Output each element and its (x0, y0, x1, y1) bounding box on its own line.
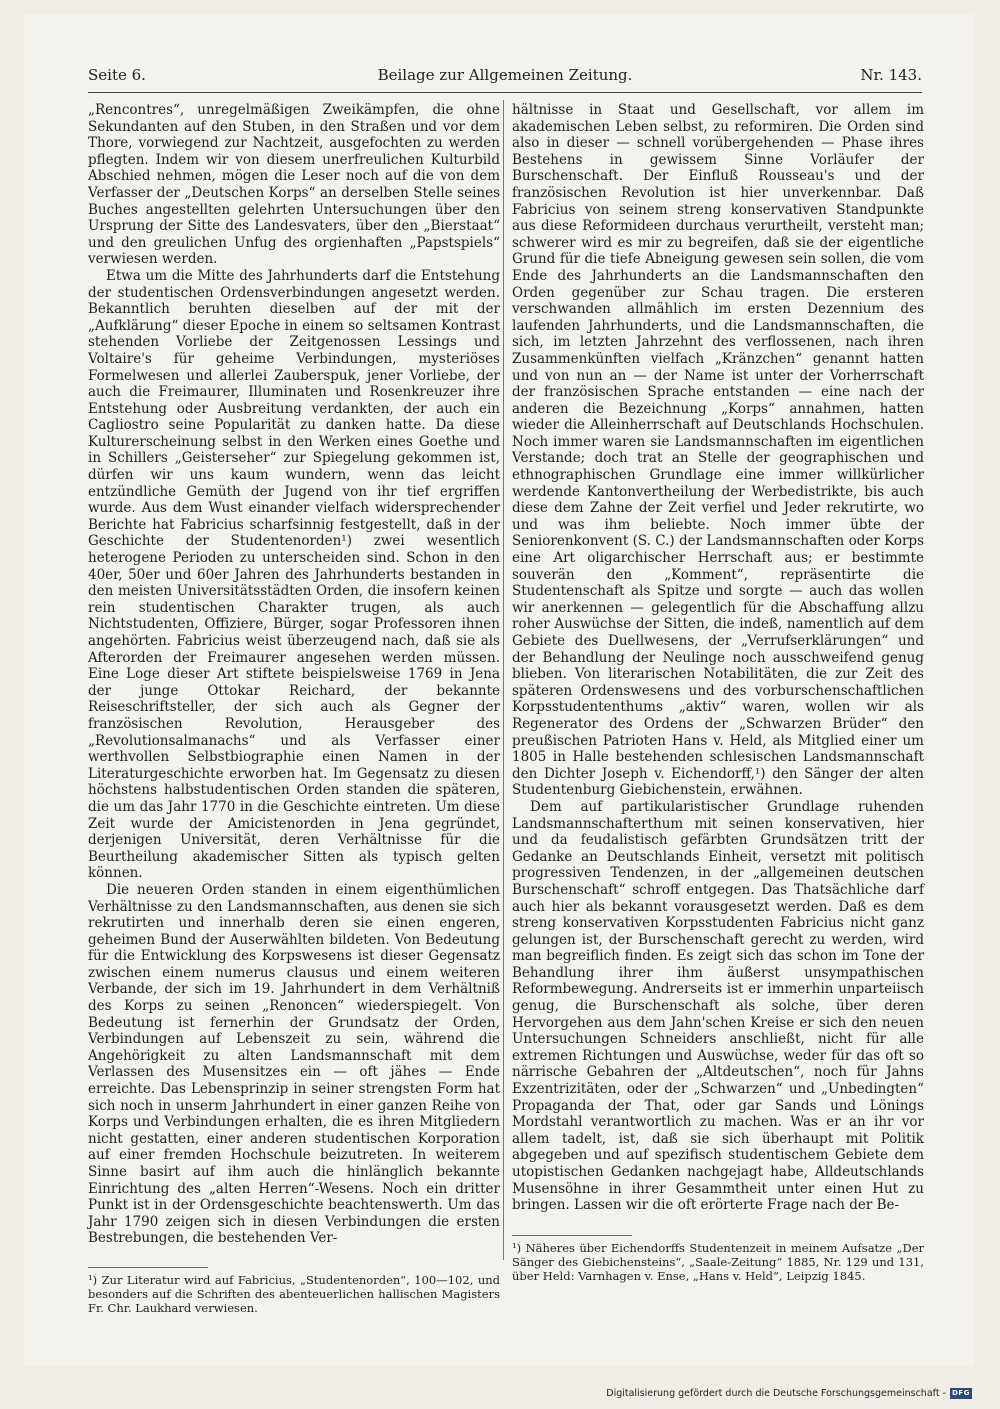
footnote-left: ¹) Zur Literatur wird auf Fabricius, „Studentenorden“, 100—102, und besonders auf die Schriften des abenteuerlichen hallischen Magisters Fr. Chr. Laukhard verwiesen. (88, 1273, 500, 1315)
footnote-rule (512, 1235, 632, 1236)
paragraph: „Rencontres“, unregelmäßigen Zweikämpfen, die ohne Sekundanten auf den Stuben, in den Straßen und vor dem Thore, vorwiegend zur Nachtzeit, ausgefochten zu werden pflegten. Indem wir von diesem unerfreulichen Kulturbild Abschied nehmen, mögen die Leser noch auf die von dem Verfasser der „Deutschen Korps“ an derselben Stelle seines Buches angestellten gelehrten Untersuchungen über den Ursprung der Sitte des Landesvaters, über den „Bierstaat“ und den greulichen Unfug des orgienhaften „Papstspiels“ verwiesen werden. (88, 102, 500, 268)
header-title: Beilage zur Allgemeinen Zeitung. (377, 66, 633, 84)
paragraph: Etwa um die Mitte des Jahrhunderts darf die Entstehung der studentischen Ordensverbindungen angesetzt werden. Bekanntlich beruhten dieselben auf der mit der „Aufklärung“ dieser Epoche in einem so seltsamen Kontrast stehenden Vorliebe der Zeitgenossen Lessings und Voltaire's für geheime Verbindungen, mysteriöses Formelwesen und allerlei Zauberspuk, jener Vorliebe, der auch die Freimaurer, Illuminaten und Rosenkreuzer ihre Entstehung oder Ausbreitung verdankten, der auch ein Cagliostro seine Popularität zu danken hatte. Da diese Kulturerscheinung selbst in den Werken eines Goethe und in Schillers „Geisterseher“ zur Spiegelung gekommen ist, dürfen wir uns kaum wundern, wenn das leicht entzündliche Gemüth der Jugend von ihr tief ergriffen wurde. Aus dem Wust einander vielfach widersprechender Berichte hat Fabricius scharfsinnig festgestellt, daß in der Geschichte der Studentenorden¹) zwei wesentlich heterogene Perioden zu unterscheiden sind. Schon in den 40er, 50er und 60er Jahren des Jahrhunderts bestanden in den meisten Universitätsstädten Orden, die insofern keinen rein studentischen Charakter trugen, als auch Nichtstudenten, Offiziere, Bürger, sogar Professoren ihnen angehörten. Fabricius weist überzeugend nach, daß sie als Afterorden der Freimaurer angesehen werden müssen. Eine Loge dieser Art stiftete beispielsweise 1769 in Jena der junge Ottokar Reichard, der bekannte Reiseschriftsteller, der sich auch als Gegner der französischen Revolution, Herausgeber des „Revolutionsalmanachs“ und als Verfasser einer werthvollen Selbstbiographie einen Namen in der Literaturgeschichte erworben hat. Im Gegensatz zu diesen höchstens halbstudentischen Orden standen die späteren, die um das Jahr 1770 in die Geschichte eintreten. Um diese Zeit wurde der Amicistenorden in Jena gegründet, derjenigen Universität, deren Verhältnisse für die Beurtheilung akademischer Sitten als typisch gelten können. (88, 267, 500, 882)
header-issue-number: Nr. 143. (860, 66, 922, 84)
footnote-right: ¹) Näheres über Eichendorffs Studentenzeit in meinem Aufsatze „Der Sänger des Giebichensteins“, „Saale-Zeitung“ 1885, Nr. 129 und 131, über Held: Varnhagen v. Ense, „Hans v. Held“, Leipzig 1845. (512, 1241, 924, 1283)
header-rule (88, 92, 922, 93)
paragraph: hältnisse in Staat und Gesellschaft, vor allem im akademischen Leben selbst, zu reformiren. Die Orden sind also in dieser — schnell vorübergehenden — Phase ihres Bestehens in gewissem Sinne Vorläufer der Burschenschaft. Der Einfluß Rousseau's und der französischen Revolution ist hier unverkennbar. Daß Fabricius von seinem streng konservativen Standpunkte aus diese Reformideen durchaus verurtheilt, versteht man; schwerer wird es mir zu begreifen, daß sie der eigentliche Grund für die tiefe Abneigung gewesen sein sollen, die vom Ende des Jahrhunderts an die Landsmannschaften den Orden gegenüber zur Schau tragen. Die ersteren verschwanden allmählich im ersten Dezennium des laufenden Jahrhunderts, und die Landsmannschaften, die sich, im letzten Jahrzehnt des verflossenen, nach ihren Zusammenkünften vielfach „Kränzchen“ genannt hatten und von nun an — der Name ist unter der Vorherrschaft der französischen Sprache entstanden — eine nach der anderen die Bezeichnung „Korps“ annahmen, hatten wieder die Alleinherrschaft auf Deutschlands Hochschulen. Noch immer waren sie Landsmannschaften im eigentlichen Verstande; doch trat an Stelle der geographischen und ethnographischen Grundlage eine immer willkürlicher werdende Kantonvertheilung der Werbedistrikte, bis auch diese dem Zahne der Zeit verfiel und Jeder rekrutirte, wo und was ihm beliebte. Noch immer übte der Seniorenkonvent (S. C.) der Landsmannschaften oder Korps eine Art oligarchischer Herrschaft aus; er bestimmte souverän den „Komment“, repräsentirte die Studentenschaft als Spitze und sorgte — auch das wollen wir anerkennen — gelegentlich für die Abschaffung allzu roher Auswüchse der Sitten, die indeß, namentlich auf dem Gebiete des Duellwesens, der „Verrufserklärungen“ und der Behandlung der Neulinge noch ausschweifend genug blieben. Von literarischen Notabilitäten, die zur Zeit des späteren Ordenswesens und des vorburschenschaftlichen Korpsstudententhums „aktiv“ waren, wollen wir als Regenerator des Ordens der „Schwarzen Brüder“ den preußischen Patrioten Hans v. Held, als Mitglied einer um 1805 in Halle bestehenden schlesischen Landsmannschaft den Dichter Joseph v. Eichendorff,¹) den Sänger der alten Studentenburg Giebichenstein, erwähnen. (512, 102, 924, 799)
credit-text: Digitalisierung gefördert durch die Deutsche Forschungsgemeinschaft - (606, 1388, 946, 1399)
header-page-number: Seite 6. (88, 66, 146, 84)
digitization-credit (606, 1388, 972, 1399)
right-column (512, 102, 924, 1214)
running-header (88, 66, 922, 90)
column-divider (503, 100, 504, 1260)
paragraph: Dem auf partikularistischer Grundlage ruhenden Landsmannschafterthum mit seinen konservativen, hier und da feudalistisch gefärbten Grundsätzen tritt der Gedanke an Deutschlands Einheit, versetzt mit politisch progressiven Tendenzen, in der „allgemeinen deutschen Burschenschaft“ schroff entgegen. Das Thatsächliche darf auch hier als bekannt vorausgesetzt werden. Daß es dem streng konservativen Korpsstudenten Fabricius nicht ganz gelungen ist, der Burschenschaft gerecht zu werden, wird man begreiflich finden. Es zeigt sich das schon im Tone der Behandlung ihrer ihm äußerst unsympathischen Reformbewegung. Andrerseits ist er immerhin unparteiisch genug, die Burschenschaft als solche, über deren Hervorgehen aus dem Jahn'schen Kreise er sich den neuen Untersuchungen Schneiders anschließt, nicht für alle extremen Richtungen und Auswüchse, weder für das oft so närrische Gebahren der „Altdeutschen“, noch für Jahns Exzentrizitäten, oder der „Schwarzen“ und „Unbedingten“ Propaganda der That, oder gar Sands und Lönings Mordstahl verantwortlich zu machen. Was er an ihr vor allem tadelt, ist, daß sie sich überhaupt mit Politik abgegeben und auf spezifisch studentischem Gebiete dem utopistischen Gedanken nachgejagt habe, Alldeutschlands Musensöhne in ihrer Gesammtheit unter einen Hut zu bringen. Lassen wir die oft erörterte Frage nach der Be- (512, 798, 924, 1214)
paragraph: Die neueren Orden standen in einem eigenthümlichen Verhältnisse zu den Landsmannschaften, aus denen sie sich rekrutirten und innerhalb deren sie einen engeren, geheimen Bund der Auserwählten bildeten. Von Bedeutung für die Entwicklung des Korpswesens ist dieser Gegensatz zwischen einem numerus clausus und einem weiteren Verbande, der sich im 19. Jahrhundert in dem Verhältniß des Korps zu seinen „Renoncen“ wiederspiegelt. Von Bedeutung ist fernerhin der Grundsatz der Orden, Verbindungen auf Lebenszeit zu sein, während die Angehörigkeit zu alten Landsmannschaft mit dem Verlassen des Musensitzes ein — oft jähes — Ende erreichte. Das Lebensprinzip in seiner strengsten Form hat sich noch in unserm Jahrhundert in einer ganzen Reihe von Korps und Verbindungen erhalten, die es ihren Mitgliedern nicht gestatten, einer anderen studentischen Korporation auf einer fremden Hochschule beizutreten. In weiterem Sinne basirt auf ihm auch die hinlänglich bekannte Einrichtung des „alten Herren“-Wesens. Noch ein dritter Punkt ist in der Ordensgeschichte beachtenswerth. Um das Jahr 1790 zeigen sich in diesen Verbindungen die ersten Bestrebungen, die bestehenden Ver- (88, 881, 500, 1247)
footnote-rule (88, 1267, 208, 1268)
dfg-logo: DFG (950, 1388, 972, 1399)
left-column (88, 102, 500, 1247)
